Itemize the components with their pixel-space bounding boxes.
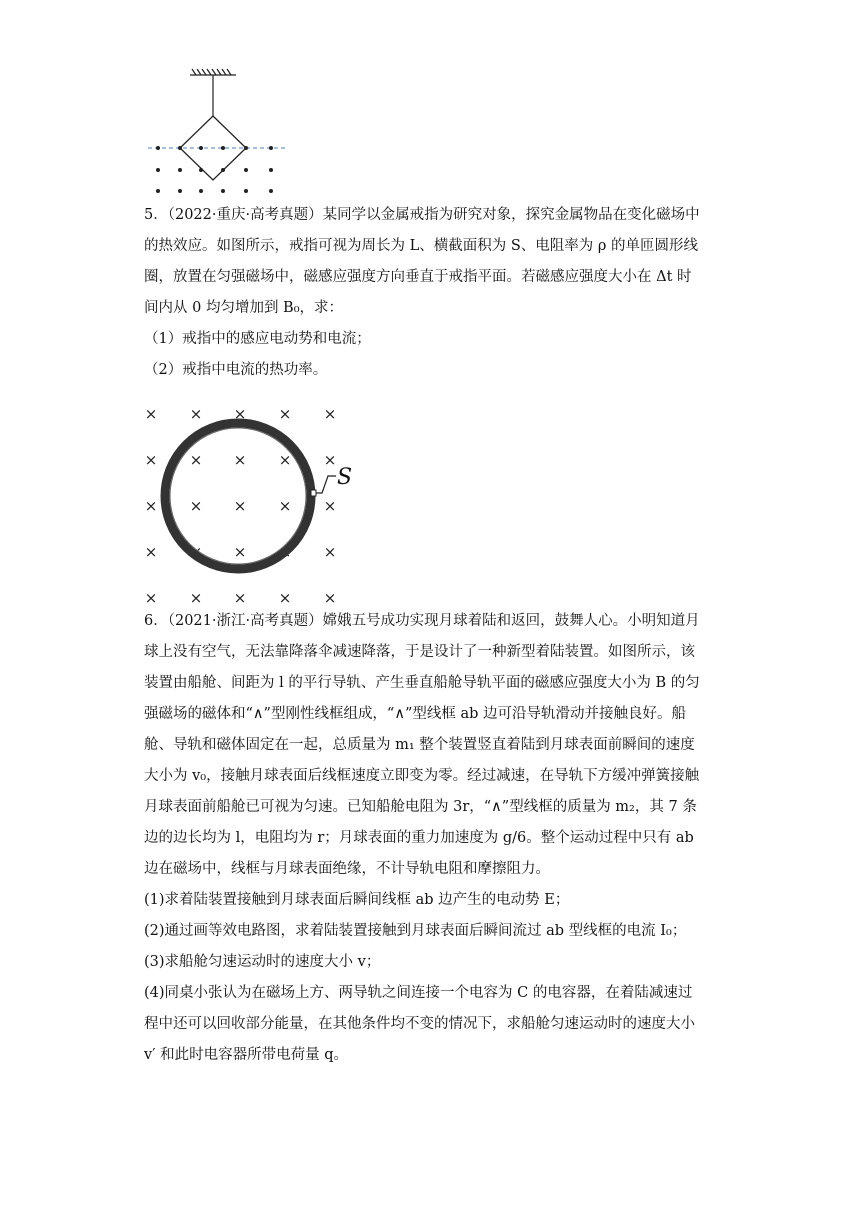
svg-text:×: ×: [278, 589, 292, 604]
label-s: S: [337, 465, 353, 490]
svg-text:×: ×: [233, 543, 247, 561]
svg-text:×: ×: [189, 405, 203, 423]
svg-text:×: ×: [323, 589, 337, 604]
q6-line: v′ 和此时电容器所带电荷量 q。: [144, 1047, 348, 1063]
svg-text:×: ×: [189, 589, 203, 604]
q6-line: (3)求船舱匀速运动时的速度大小 v；: [144, 954, 381, 970]
q5-line: 的热效应。如图所示，戒指可视为周长为 L、横截面积为 S、电阻率为 ρ 的单匝圆形线: [144, 238, 699, 254]
field-dots: [156, 146, 273, 193]
q6-line: (4)同桌小张认为在磁场上方、两导轨之间连接一个电容为 C 的电容器，在着陆减速过: [144, 985, 693, 1001]
svg-text:×: ×: [233, 451, 247, 469]
svg-text:×: ×: [278, 497, 292, 515]
q6-line: 大小为 v₀，接触月球表面后线框速度立即变为零。经过减速，在导轨下方缓冲弹簧接触: [144, 768, 700, 784]
svg-text:×: ×: [233, 589, 247, 604]
svg-text:×: ×: [144, 497, 158, 515]
q6-line: 强磁场的磁体和“∧”型刚性线框组成，“∧”型线框 ab 边可沿导轨滑动并接触良好。船: [144, 706, 687, 722]
q5-line: （2）戒指中电流的热功率。: [144, 362, 328, 378]
q6-line: 球上没有空气，无法靠降落伞减速降落，于是设计了一种新型着陆装置。如图所示，该: [144, 644, 695, 660]
question-6: [144, 606, 734, 1071]
svg-text:×: ×: [189, 543, 203, 561]
q6-line: (2)通过画等效电路图，求着陆装置接触到月球表面后瞬间流过 ab 型线框的电流 I₀；: [144, 923, 687, 939]
q5-line: 5．（2022·重庆·高考真题）某同学以金属戒指为研究对象，探究金属物品在变化磁场中: [144, 207, 700, 223]
q5-line: 圈，放置在匀强磁场中，磁感应强度方向垂直于戒指平面。若磁感应强度大小在 Δt 时: [144, 269, 692, 285]
svg-text:×: ×: [144, 451, 158, 469]
svg-text:×: ×: [233, 405, 247, 423]
figure-hanging-frame: [140, 66, 300, 200]
svg-text:×: ×: [278, 543, 292, 561]
svg-text:×: ×: [323, 543, 337, 561]
svg-text:×: ×: [144, 589, 158, 604]
svg-text:×: ×: [233, 497, 247, 515]
cross-section-marker: [311, 490, 316, 496]
svg-text:×: ×: [278, 405, 292, 423]
q6-line: 装置由船舱、间距为 l 的平行导轨、产生垂直船舱导轨平面的磁感应强度大小为 B 的匀: [144, 675, 700, 691]
s-leader-line: [315, 476, 336, 493]
figure-ring-in-field: [138, 398, 368, 604]
svg-text:×: ×: [189, 497, 203, 515]
svg-text:×: ×: [278, 451, 292, 469]
q6-line: 边在磁场中，线框与月球表面绝缘，不计导轨电阻和摩擦阻力。: [144, 861, 550, 877]
svg-text:×: ×: [144, 405, 158, 423]
q5-line: 间内从 0 均匀增加到 B₀，求：: [144, 300, 344, 316]
svg-text:×: ×: [323, 497, 337, 515]
ceiling-hatch: [190, 69, 236, 75]
q6-line: (1)求着陆装置接触到月球表面后瞬间线框 ab 边产生的电动势 E；: [144, 892, 570, 908]
svg-text:×: ×: [189, 451, 203, 469]
svg-text:×: ×: [323, 405, 337, 423]
q6-line: 月球表面前船舱已可视为匀速。已知船舱电阻为 3r，“∧”型线框的质量为 m₂，其 7 条: [144, 799, 697, 815]
q6-line: 舱、导轨和磁体固定在一起，总质量为 m₁ 整个装置竖直着陆到月球表面前瞬间的速度: [144, 737, 695, 753]
q6-line: 程中还可以回收部分能量，在其他条件均不变的情况下，求船舱匀速运动时的速度大小: [144, 1016, 695, 1032]
svg-text:×: ×: [323, 451, 337, 469]
q5-line: （1）戒指中的感应电动势和电流；: [144, 331, 371, 347]
q6-line: 6．（2021·浙江·高考真题）嫦娥五号成功实现月球着陆和返回，鼓舞人心。小明知道月: [144, 613, 700, 629]
question-5: [144, 200, 734, 386]
svg-text:×: ×: [144, 543, 158, 561]
q6-line: 边的边长均为 l，电阻均为 r；月球表面的重力加速度为 g/6。整个运动过程中只有 ab: [144, 830, 694, 846]
